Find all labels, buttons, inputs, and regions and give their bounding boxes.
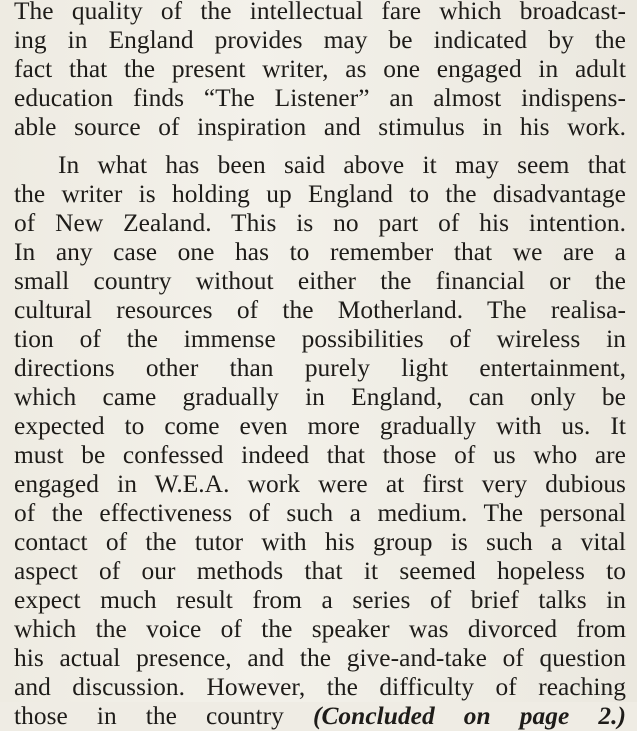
text-line: The quality of the intellectual fare which broadcast- [14, 0, 626, 25]
paragraph-1 [14, 0, 626, 142]
last-line-text: those in the country [14, 702, 284, 730]
text-line: education finds “The Listener” an almost indispens- [14, 84, 626, 112]
article-text [14, 0, 626, 731]
text-line: expected to come even more gradually with us. It [14, 412, 626, 440]
text-line: and discussion. However, the difficulty of reaching [14, 673, 626, 701]
last-text-line [14, 702, 626, 731]
text-line: his actual presence, and the give-and-take of question [14, 644, 626, 672]
text-line: small country without either the financial or the [14, 267, 626, 295]
paragraph-2 [14, 151, 626, 731]
text-line: of the effectiveness of such a medium. The personal [14, 499, 626, 527]
text-line: ing in England provides may be indicated by the [14, 26, 626, 54]
text-line: cultural resources of the Motherland. The realisa- [14, 296, 626, 324]
text-line: directions other than purely light entertainment, [14, 354, 626, 382]
text-line: tion of the immense possibilities of wireless in [14, 325, 626, 353]
text-line: the writer is holding up England to the disadvantage [14, 180, 626, 208]
text-line: which the voice of the speaker was divorced from [14, 615, 626, 643]
text-line: of New Zealand. This is no part of his intention. [14, 209, 626, 237]
text-line: expect much result from a series of brief talks in [14, 586, 626, 614]
text-line: In any case one has to remember that we are a [14, 238, 626, 266]
text-line: which came gradually in England, can only be [14, 383, 626, 411]
paragraph-spacer [14, 142, 626, 151]
text-line: able source of inspiration and stimulus in his work. [14, 113, 626, 141]
continuation-note: (Concluded on page 2.) [312, 702, 626, 730]
text-line: aspect of our methods that it seemed hopeless to [14, 557, 626, 585]
text-line: engaged in W.E.A. work were at first very dubious [14, 470, 626, 498]
text-line: fact that the present writer, as one engaged in adult [14, 55, 626, 83]
text-line: In what has been said above it may seem that [58, 151, 626, 179]
text-line: contact of the tutor with his group is such a vital [14, 528, 626, 556]
text-line: must be confessed indeed that those of us who are [14, 441, 626, 469]
